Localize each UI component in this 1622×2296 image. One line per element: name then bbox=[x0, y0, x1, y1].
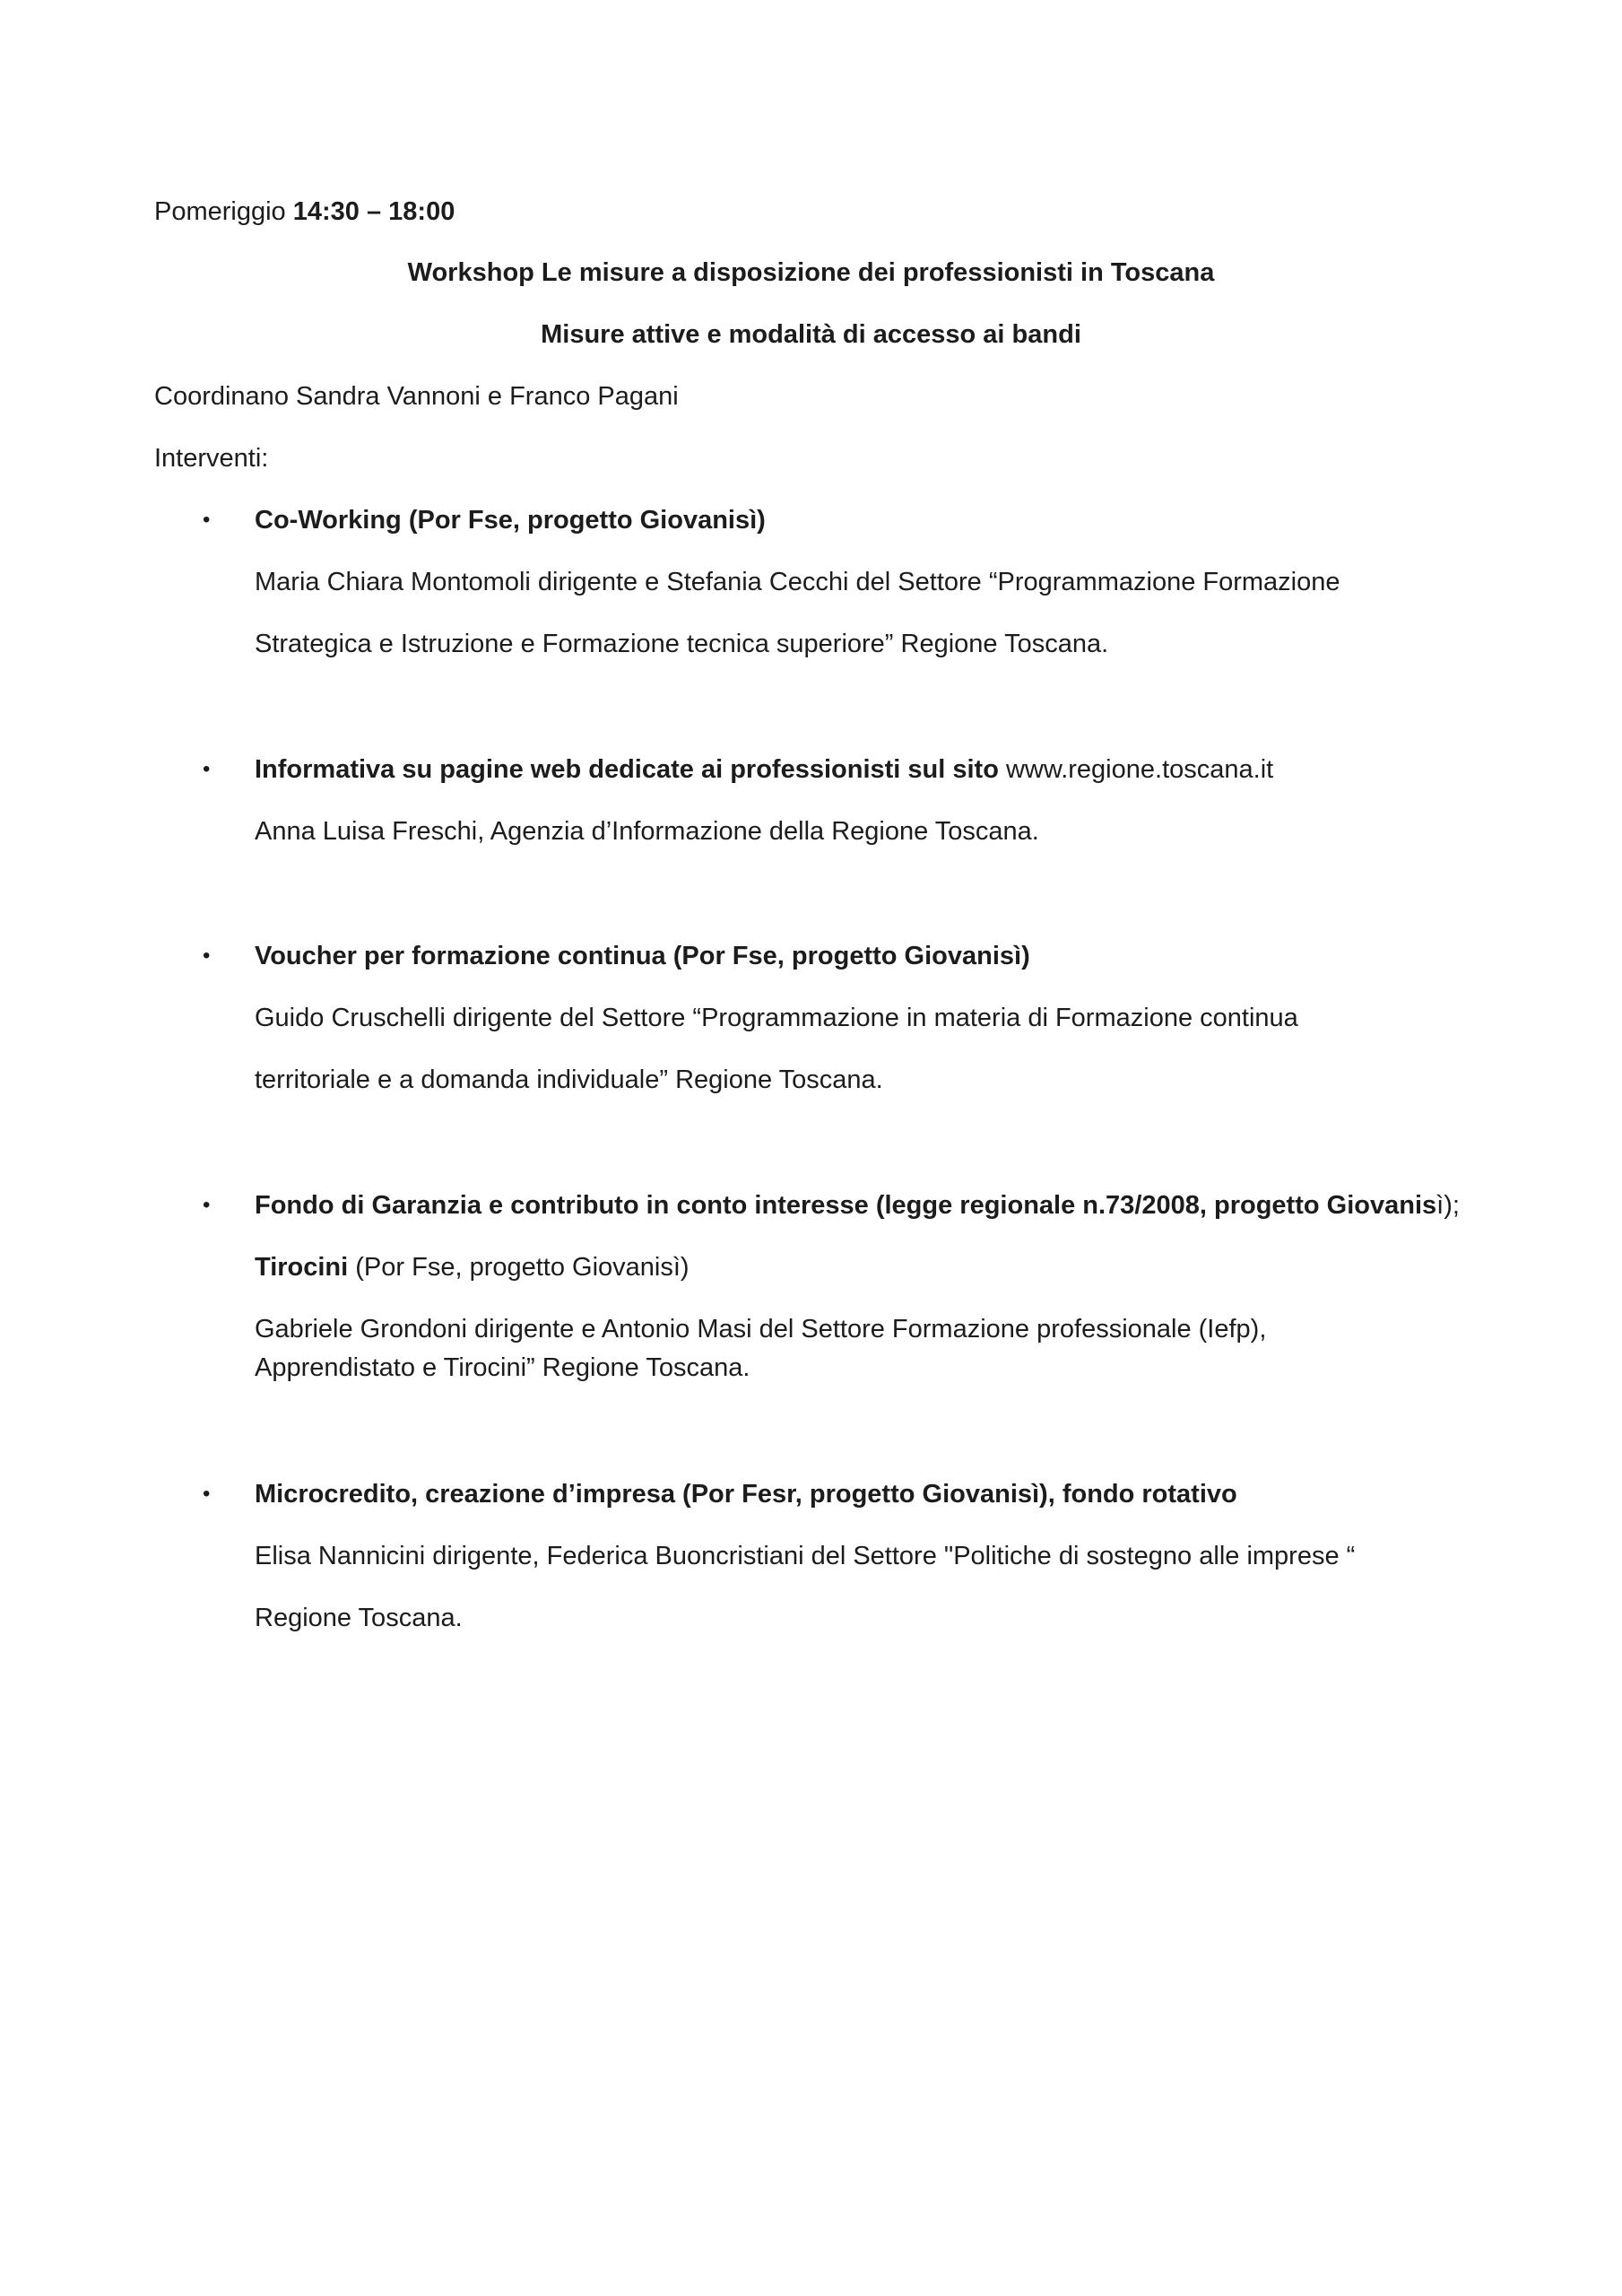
item-subtitle-line bbox=[255, 1251, 690, 1283]
bullet-icon: • bbox=[203, 1193, 211, 1217]
item-speaker-line: Anna Luisa Freschi, Agenzia d’Informazione della Regione Toscana. bbox=[255, 817, 1039, 846]
item-title: Co-Working (Por Fse, progetto Giovanisì) bbox=[255, 506, 766, 535]
item-speaker-line: Maria Chiara Montomoli dirigente e Stefania Cecchi del Settore “Programmazione Formazione bbox=[255, 568, 1340, 596]
workshop-subtitle: Misure attive e modalità di accesso ai bandi bbox=[541, 320, 1081, 349]
item-title-line bbox=[255, 753, 1273, 786]
bullet-icon: • bbox=[203, 944, 211, 968]
item-speaker-line: Gabriele Grondoni dirigente e Antonio Masi del Settore Formazione professionale (Iefp), bbox=[255, 1315, 1267, 1344]
item-title: Informativa su pagine web dedicate ai professionisti sul sito bbox=[255, 755, 1006, 784]
item-title-tail: ì); bbox=[1436, 1191, 1460, 1220]
item-title-line bbox=[255, 1189, 1460, 1222]
item-speaker-line: Elisa Nannicini dirigente, Federica Buoncristiani del Settore "Politiche di sostegno alle imprese “ bbox=[255, 1542, 1356, 1570]
item-speaker-line: territoriale e a domanda individuale” Regione Toscana. bbox=[255, 1065, 883, 1094]
coordinators-line: Coordinano Sandra Vannoni e Franco Pagani bbox=[154, 382, 679, 411]
bullet-icon: • bbox=[203, 508, 211, 532]
session-prefix: Pomeriggio bbox=[154, 197, 293, 226]
item-speaker-line: Apprendistato e Tirocini” Regione Toscana. bbox=[255, 1353, 750, 1382]
item-title: Fondo di Garanzia e contributo in conto interesse (legge regionale n.73/2008, progetto Giovanis bbox=[255, 1191, 1437, 1220]
session-time: 14:30 – 18:00 bbox=[292, 197, 455, 226]
item-subtitle-bold: Tirocini bbox=[255, 1253, 349, 1282]
bullet-icon: • bbox=[203, 757, 211, 781]
item-speaker-line: Guido Cruschelli dirigente del Settore “Programmazione in materia di Formazione continua bbox=[255, 1004, 1298, 1032]
item-subtitle-rest: (Por Fse, progetto Giovanisì) bbox=[348, 1253, 690, 1282]
item-title: Voucher per formazione continua (Por Fse, progetto Giovanisì) bbox=[255, 942, 1030, 970]
bullet-icon: • bbox=[203, 1482, 211, 1506]
interventions-label: Interventi: bbox=[154, 444, 269, 473]
workshop-title: Workshop Le misure a disposizione dei professionisti in Toscana bbox=[407, 258, 1215, 287]
item-speaker-line: Strategica e Istruzione e Formazione tecnica superiore” Regione Toscana. bbox=[255, 630, 1109, 658]
item-title: Microcredito, creazione d’impresa (Por Fesr, progetto Giovanisì), fondo rotativo bbox=[255, 1480, 1237, 1509]
website-link[interactable]: www.regione.toscana.it bbox=[1005, 755, 1274, 784]
item-speaker-line: Regione Toscana. bbox=[255, 1604, 463, 1632]
session-time-line bbox=[154, 196, 455, 228]
